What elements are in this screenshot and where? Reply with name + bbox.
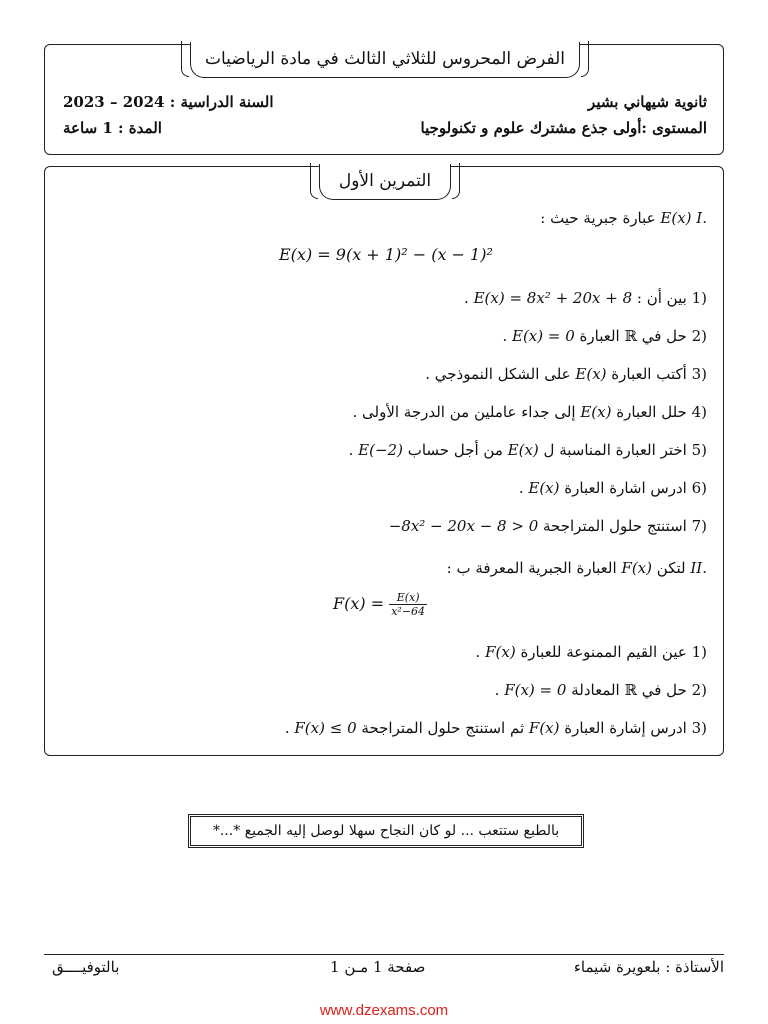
part1-intro-text: عبارة جبرية حيث :	[540, 209, 656, 227]
document-title-text: الفرض المحروس للثلاثي الثالث في مادة الرياضيات	[205, 49, 565, 69]
level-text: المستوى :أولى جذع مشترك علوم و تكنولوجيا	[420, 119, 707, 137]
question-item: 4) حلل العبارة E(x) إلى جداء عاملين من الدرجة الأولى .	[352, 403, 707, 421]
exercise-box	[44, 166, 724, 756]
page-number: صفحة 1 مـن 1	[330, 958, 426, 976]
duration-value: 1 ساعة	[63, 119, 113, 137]
watermark-link[interactable]: www.dzexams.com	[319, 1002, 449, 1019]
question-item: 6) ادرس اشارة العبارة E(x) .	[518, 479, 707, 497]
motivational-quote: بالطبع ستتعب ... لو كان النجاح سهلا لوصل إليه الجميع *...*	[188, 814, 584, 848]
question-item: 1) عين القيم الممنوعة للعبارة F(x) .	[475, 643, 707, 661]
exercise-title-text: التمرين الأول	[338, 171, 432, 191]
e-definition: E(x) = 9(x + 1)² − (x − 1)²	[279, 245, 493, 264]
question-item: 3) أكتب العبارة E(x) على الشكل النموذجي .	[425, 365, 707, 383]
school-name: ثانوية شيهاني بشير	[588, 93, 707, 111]
good-luck: بالتوفيــــق	[52, 958, 120, 976]
part1-intro	[540, 209, 707, 227]
part1-expr: E(x)	[660, 209, 692, 227]
f-fraction: $\frac{E(x)}{\text{x²−64}}$	[391, 591, 426, 618]
duration-label: المدة :	[118, 119, 162, 137]
teacher-name: الأستاذة : بلعويرة شيماء	[573, 958, 724, 976]
duration	[63, 119, 162, 137]
school-year-label: السنة الدراسية :	[169, 93, 274, 111]
question-item: 2) حل في ℝ العبارة E(x) = 0 .	[502, 327, 707, 345]
f-definition: F(x) = $\frac{E(x)}{\text{x²−64}}$	[333, 591, 426, 618]
header-box	[44, 44, 724, 155]
part1-label: I.	[696, 209, 707, 227]
part2-label: II.	[690, 559, 707, 577]
question-item: 5) اختر العبارة المناسبة ل E(x) من أجل حساب E(−2) .	[348, 441, 707, 459]
exercise-title	[319, 164, 451, 200]
school-year	[63, 93, 274, 111]
school-year-value: 2023 – 2024	[63, 93, 165, 111]
document-title	[190, 42, 580, 78]
footer-divider	[44, 954, 724, 955]
question-item: 2) حل في ℝ المعادلة F(x) = 0 .	[494, 681, 707, 699]
part2-intro: II. لتكن F(x) العبارة الجبرية المعرفة ب :	[446, 559, 707, 577]
question-item: 1) بين أن : E(x) = 8x² + 20x + 8 .	[464, 289, 707, 307]
question-item: 7) استنتج حلول المتراجحة −8x² − 20x − 8 > 0	[388, 517, 707, 535]
question-item: 3) ادرس إشارة العبارة F(x) ثم استنتج حلول المتراجحة F(x) ≤ 0 .	[284, 719, 707, 737]
